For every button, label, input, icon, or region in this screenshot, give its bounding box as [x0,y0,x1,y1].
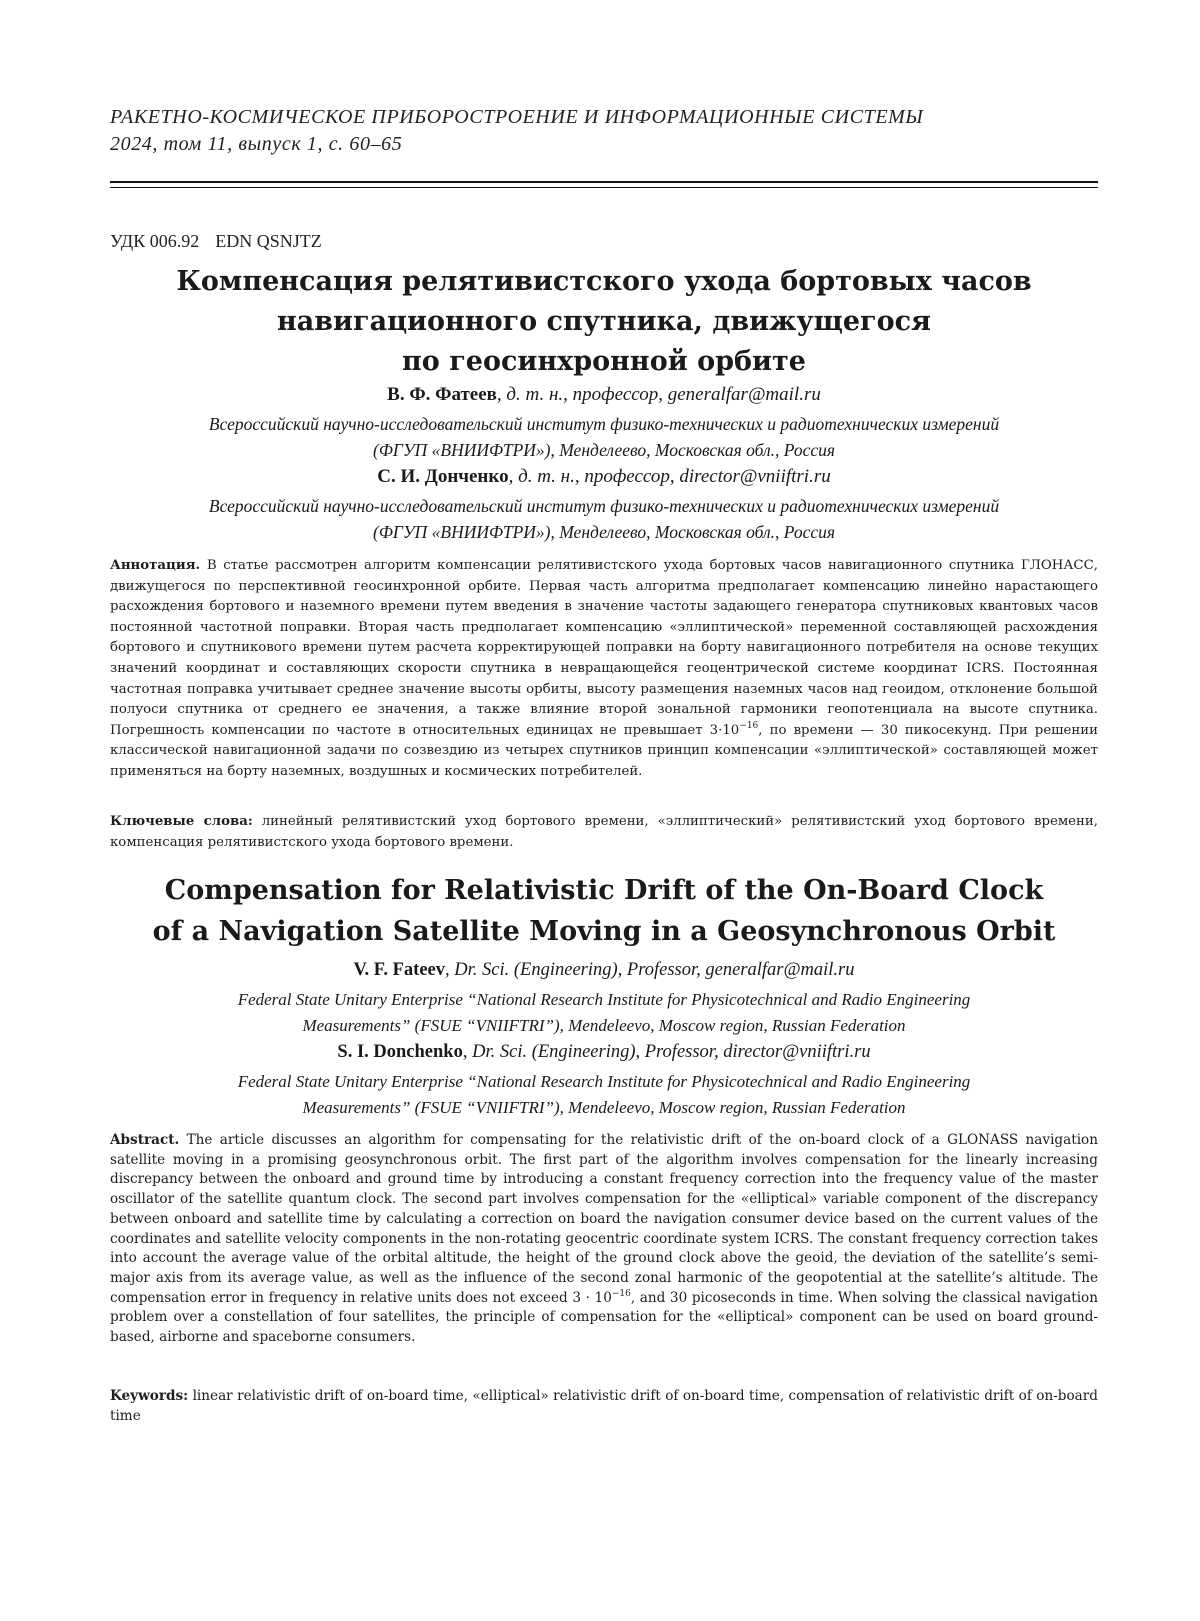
author-en-2 [110,1042,1098,1063]
author-details: , д. т. н., профессор, director@vniiftri.ru [508,466,831,487]
keywords-ru [110,812,1098,853]
author-details: , Dr. Sci. (Engineering), Professor, generalfar@mail.ru [445,960,855,980]
affiliation-ru-1 [110,411,1098,463]
author-ru-2 [110,466,1098,488]
journal-header [110,104,1100,158]
abstract-ru-text: В статье рассмотрен алгоритм компенсации релятивистского ухода бортовых часов навигационного спутника ГЛОНАСС, движущегося по перспективной геосинхронной орбите. Первая часть алгоритма предполагает компенсацию линейно нарастающего расхождения бортового и наземного времени путем введения в значение частоты задающего генератора спутниковых квантовых часов постоянной частотной поправки. Вторая часть предполагает компенсацию «эллиптической» переменной составляющей расхождения бортового и спутникового времени путем расчета корректирующей поправки на борту навигационного потребителя на основе текущих значений координат и составляющих скорости спутника в невращающейся геоцентрической системе координат ICRS. Постоянная частотная поправка учитывает среднее значение высоты орбиты, высоту размещения наземных часов над геоидом, отклонение большой полуоси спутника от среднего ее значения, а также влияние второй зональной гармоники геопотенциала на высоте спутника. Погрешность компенсации по частоте в относительных единицах не превышает 3·10 [110,558,1098,738]
affiliation-line: Measurements” (FSUE “VNIIFTRI”), Mendeleevo, Moscow region, Russian Federation [302,1098,906,1117]
udk-code: УДК 006.92 [110,231,200,251]
author-name: С. И. Донченко [377,466,509,487]
edn-code: EDN QSNJTZ [215,231,322,251]
header-rule-thick [110,181,1098,183]
title-en-line: of a Navigation Satellite Moving in a Geosynchronous Orbit [152,916,1056,947]
abstract-en-text-end: , and 30 picoseconds in time. When solving the classical navigation problem over a constellation of four satellites, the principle of compensation for the «elliptical» component can be used on board ground-based, airborne and spaceborne consumers. [110,1289,1098,1346]
title-en [110,870,1098,952]
abstract-en-text: The article discusses an algorithm for compensating for the relativistic drift of the on-board clock of a GLONASS navigation satellite moving in a promising geosynchronous orbit. The first part of the algorithm involves compensation for the linearly increasing discrepancy between the onboard and ground time by introducing a constant frequency correction into the frequency value of the master oscillator of the satellite quantum clock. The second part involves compensation for the «elliptical» variable component of the discrepancy between onboard and satellite time by calculating a correction on board the navigation consumer device based on the current values of the coordinates and satellite velocity components in the non-rotating geocentric coordinate system ICRS. The constant frequency correction takes into account the average value of the orbital altitude, the height of the ground clock above the geoid, the deviation of the satellite’s semi-major axis from its average value, as well as the influence of the second zonal harmonic of the geopotential at the satellite’s altitude. The compensation error in frequency in relative units does not exceed 3 · 10 [110,1132,1098,1306]
affiliation-line: Federal State Unitary Enterprise “National Research Institute for Physicotechnical and Radio Engineering [237,990,971,1009]
affiliation-line: Federal State Unitary Enterprise “National Research Institute for Physicotechnical and Radio Engineering [237,1072,971,1091]
abstract-ru [110,556,1098,783]
title-ru-line: навигационного спутника, движущегося [276,306,931,337]
journal-issue: 2024, том 11, выпуск 1, с. 60–65 [110,133,403,155]
author-details: , Dr. Sci. (Engineering), Professor, director@vniiftri.ru [462,1042,871,1062]
title-ru-line: Компенсация релятивистского ухода бортовых часов [176,266,1032,297]
keywords-en-text: linear relativistic drift of on-board time, «elliptical» relativistic drift of on-board time, compensation of relativistic drift of on-board time [110,1388,1098,1424]
affiliation-line: Measurements” (FSUE “VNIIFTRI”), Mendeleevo, Moscow region, Russian Federation [302,1016,906,1035]
abstract-en-label: Abstract. [110,1132,180,1148]
affiliation-line: Всероссийский научно-исследовательский институт физико-технических и радиотехнических измерений [208,414,1000,434]
abstract-en-exponent: −16 [611,1288,631,1299]
header-rule-thin [110,187,1098,188]
affiliation-ru-2 [110,493,1098,545]
affiliation-line: (ФГУП «ВНИИФТРИ»), Менделеево, Московская обл., Россия [373,522,835,542]
author-name: В. Ф. Фатеев [387,384,497,405]
affiliation-line: Всероссийский научно-исследовательский институт физико-технических и радиотехнических измерений [208,496,1000,516]
affiliation-line: (ФГУП «ВНИИФТРИ»), Менделеево, Московская обл., Россия [373,440,835,460]
author-details: , д. т. н., профессор, generalfar@mail.ru [496,384,821,405]
classification-codes [110,231,322,252]
keywords-ru-label: Ключевые слова: [110,814,253,829]
abstract-en [110,1131,1098,1348]
keywords-en-label: Keywords: [110,1388,189,1404]
title-en-line: Compensation for Relativistic Drift of the On-Board Clock [164,875,1044,906]
title-ru [110,262,1098,382]
keywords-en [110,1387,1098,1426]
abstract-ru-label: Аннотация. [110,558,201,573]
author-en-1 [110,960,1098,981]
author-ru-1 [110,384,1098,406]
keywords-ru-text: линейный релятивистский уход бортового времени, «эллиптический» релятивистский уход бортового времени, компенсация релятивистского ухода бортового времени. [110,814,1098,850]
author-name: S. I. Donchenko [337,1042,463,1062]
abstract-ru-exponent: −16 [739,720,759,731]
affiliation-en-2 [110,1069,1098,1121]
abstract-ru-text-end: , по времени — 30 пикосекунд. При решении классической навигационной задачи по созвездию из четырех спутников принцип компенсации «эллиптической» составляющей может применяться на борту наземных, воздушных и космических потребителей. [110,722,1099,779]
author-name: V. F. Fateev [353,960,446,980]
affiliation-en-1 [110,987,1098,1039]
journal-name: РАКЕТНО-КОСМИЧЕСКОЕ ПРИБОРОСТРОЕНИЕ И ИНФОРМАЦИОННЫЕ СИСТЕМЫ [110,106,924,128]
title-ru-line: по геосинхронной орбите [402,346,806,377]
